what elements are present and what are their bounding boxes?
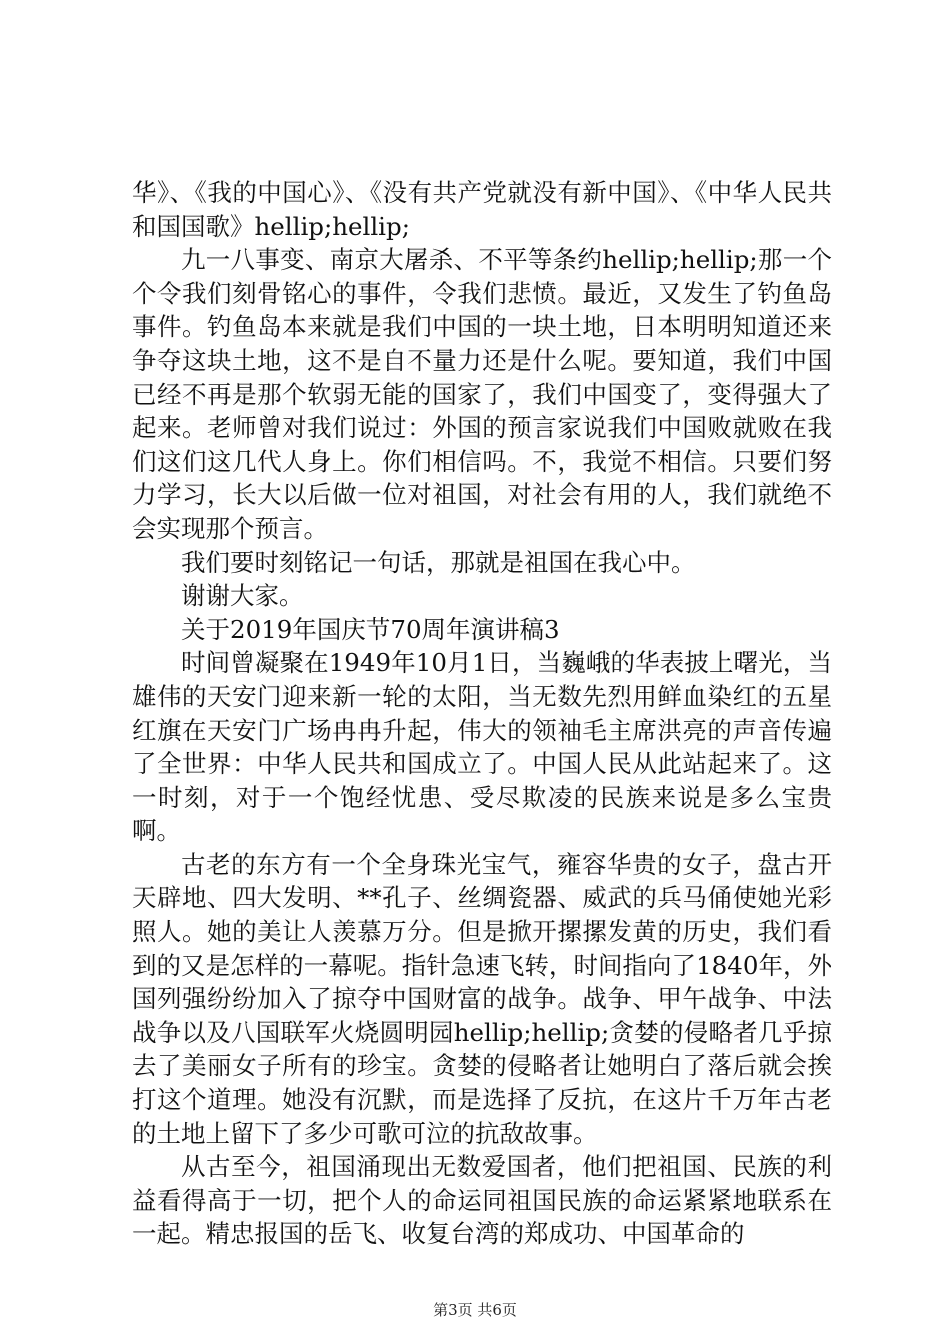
paragraph-6: 古老的东方有一个全身珠光宝气，雍容华贵的女子，盘古开天辟地、四大发明、**孔子、丝绸瓷器、威武的兵马俑使她光彩照人。她的美让人羡慕万分。但是掀开摞摞发黄的历史，我们看到的又是怎样的一幕呢。指针急速飞转，时间指向了1840年，外国列强纷纷加入了掠夺中国财富的战争。战争、甲午战争、中法战争以及八国联军火烧圆明园hellip;hellip;贪婪的侵略者几乎掠去了美丽女子所有的珍宝。贪婪的侵略者让她明白了落后就会挨打这个道理。她没有沉默，而是选择了反抗，在这片千万年古老的土地上留下了多少可歌可泣的抗敌故事。 [132, 849, 832, 1148]
paragraph-7: 从古至今，祖国涌现出无数爱国者，他们把祖国、民族的利益看得高于一切，把个人的命运同祖国民族的命运紧紧地联系在一起。精忠报国的岳飞、收复台湾的郑成功、中国革命的 [132, 1152, 832, 1249]
document-body [132, 176, 832, 1251]
page-number-label: 第3页 共6页 [433, 1301, 517, 1319]
paragraph-5: 时间曾凝聚在1949年10月1日，当巍峨的华表披上曙光，当雄伟的天安门迎来新一轮的太阳，当无数先烈用鲜血染红的五星红旗在天安门广场冉冉升起，伟大的领袖毛主席洪亮的声音传遍了全世界：中华人民共和国成立了。中国人民从此站起来了。这一时刻，对于一个饱经忧患、受尽欺凌的民族来说是多么宝贵啊。 [132, 648, 832, 846]
paragraph-2: 九一八事变、南京大屠杀、不平等条约hellip;hellip;那一个个令我们刻骨铭心的事件，令我们悲愤。最近，又发生了钓鱼岛事件。钓鱼岛本来就是我们中国的一块土地，日本明明知道还来争夺这块土地，这不是自不量力还是什么呢。要知道，我们中国已经不再是那个软弱无能的国家了，我们中国变了，变得强大了起来。老师曾对我们说过：外国的预言家说我们中国败就败在我们这们这几代人身上。你们相信吗。不，我觉不相信。只要们努力学习，长大以后做一位对祖国，对社会有用的人，我们就绝不会实现那个预言。 [132, 245, 832, 543]
page-footer [0, 1300, 950, 1320]
paragraph-4: 谢谢大家。 [181, 581, 304, 611]
section-heading: 关于2019年国庆节70周年演讲稿3 [181, 614, 560, 644]
paragraph-1: 华》、《我的中国心》、《没有共产党就没有新中国》、《中华人民共和国国歌》hellip;hellip; [132, 178, 832, 241]
paragraph-3: 我们要时刻铭记一句话，那就是祖国在我心中。 [181, 547, 696, 577]
